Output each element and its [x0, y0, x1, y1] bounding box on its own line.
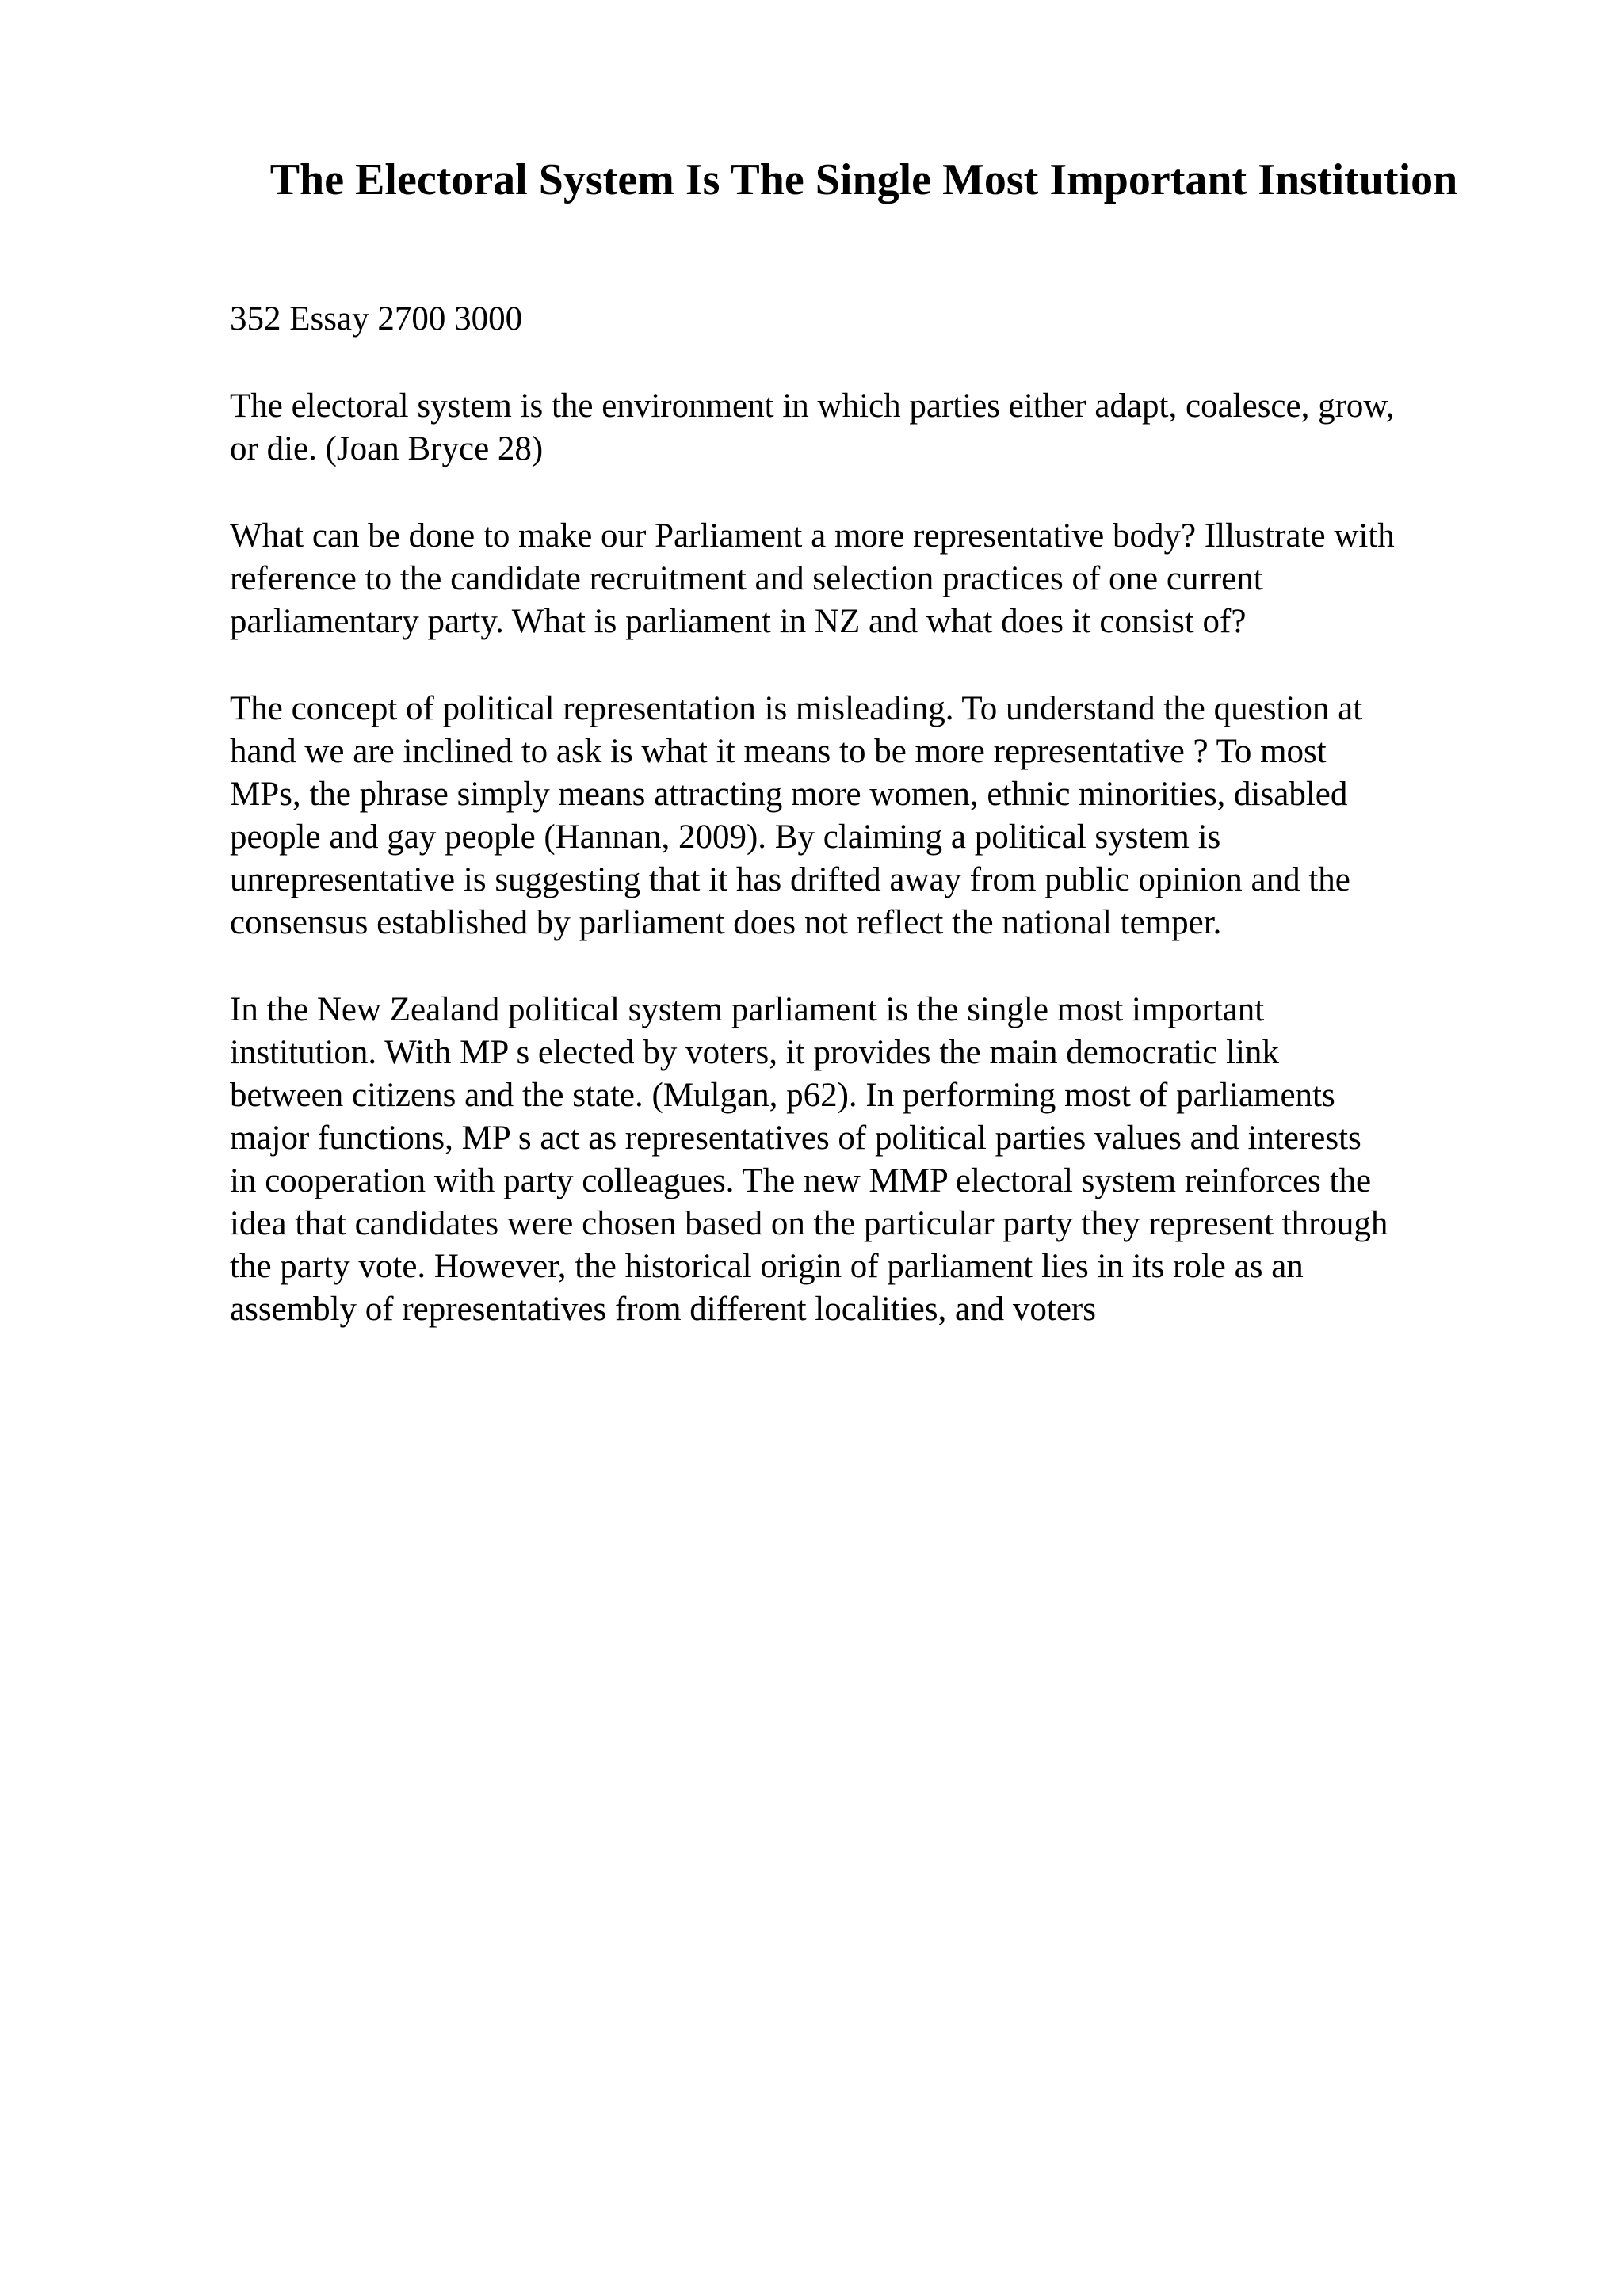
opening-quote-paragraph: The electoral system is the environment in which parties either adapt, coalesce, grow, or die. (Joan Bryce 28): [230, 387, 1395, 467]
essay-meta-line: 352 Essay 2700 3000: [230, 300, 523, 338]
essay-question-paragraph: What can be done to make our Parliament a more representative body? Illustrate with reference to the candidate recruitment and selection practices of one current parliamentary party. What is parliament in NZ and what does it consist of?: [230, 517, 1395, 640]
nz-parliament-paragraph: In the New Zealand political system parliament is the single most important institution. With MP s elected by voters, it provides the main democratic link between citizens and the state. (Mulgan, p62). In performing most of parliaments major functions, MP s act as representatives of political parties values and interests in cooperation with party colleagues. The new MMP electoral system reinforces the idea that candidates were chosen based on the particular party they represent through the party vote. However, the historical origin of parliament lies in its role as an assembly of representatives from different localities, and voters: [230, 991, 1388, 1328]
representation-concept-paragraph: The concept of political representation is misleading. To understand the question at hand we are inclined to ask is what it means to be more representative ? To most MPs, the phrase simply means attracting more women, ethnic minorities, disabled people and gay people (Hannan, 2009). By claiming a political system is unrepresentative is suggesting that it has drifted away from public opinion and the consensus established by parliament does not reflect the national temper.: [230, 690, 1363, 941]
document-title: The Electoral System Is The Single Most Important Institution: [269, 155, 1458, 204]
